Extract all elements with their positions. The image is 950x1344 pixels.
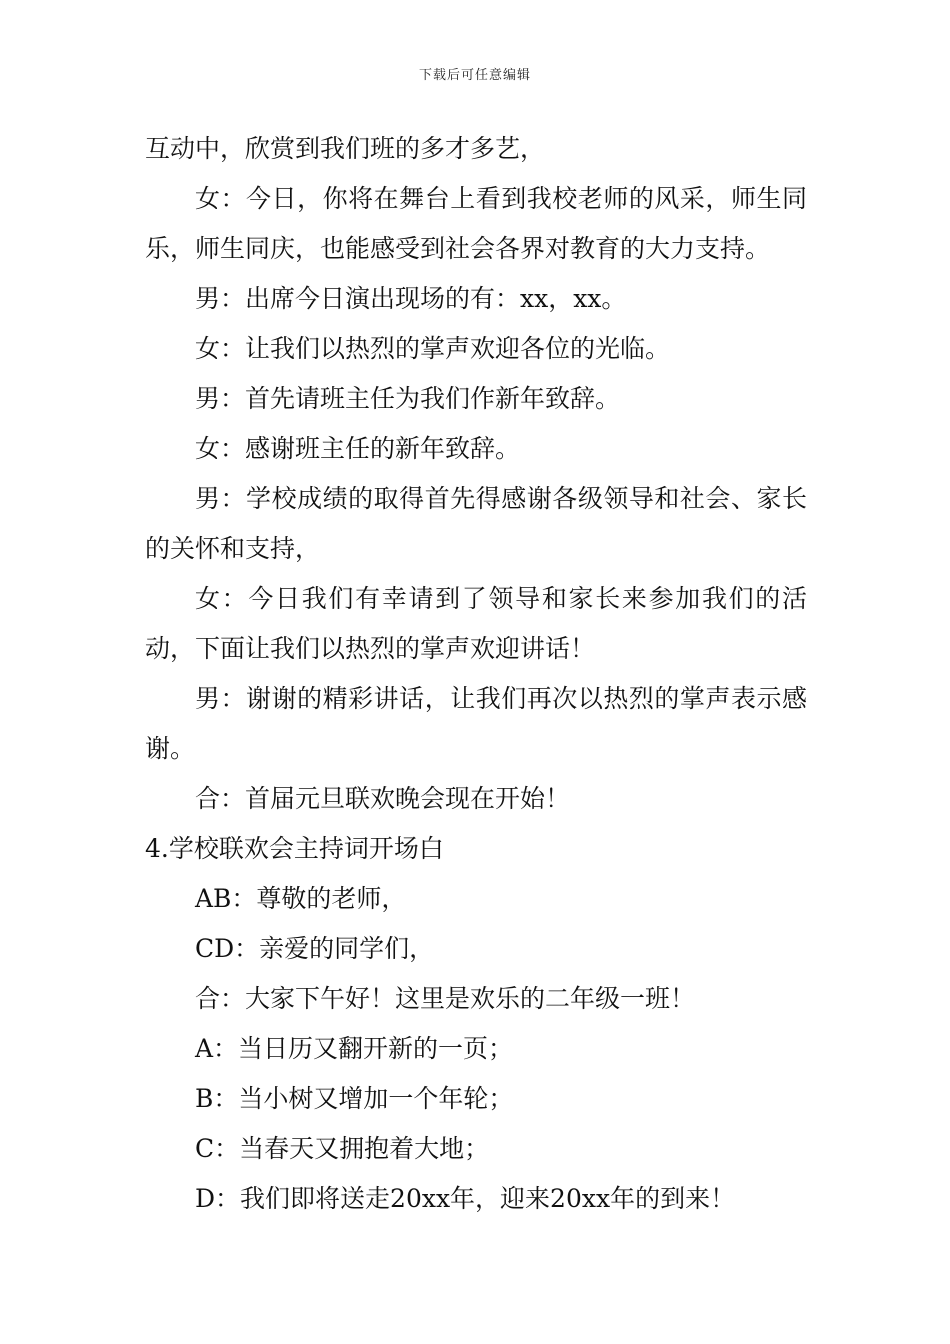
paragraph: 女：让我们以热烈的掌声欢迎各位的光临。 [195,334,671,363]
paragraph: 男：谢谢的精彩讲话，让我们再次以热烈的掌声表示感谢。 [145,684,807,763]
paragraph: AB：尊敬的老师， [195,884,407,913]
paragraph: CD：亲爱的同学们， [195,934,435,963]
paragraph: 男：学校成绩的取得首先得感谢各级领导和社会、家长的关怀和支持， [145,484,807,563]
section-heading: 4.学校联欢会主持词开场白 [145,834,444,863]
document-body [145,124,807,1224]
paragraph: B：当小树又增加一个年轮； [195,1084,514,1113]
paragraph: D：我们即将送走20xx年，迎来20xx年的到来！ [195,1184,736,1213]
paragraph: 合：首届元旦联欢晚会现在开始！ [195,784,571,813]
paragraph: C：当春天又拥抱着大地； [195,1134,490,1163]
page-header: 下载后可任意编辑 [418,68,531,83]
paragraph: 男：首先请班主任为我们作新年致辞。 [195,384,621,413]
paragraph: 女：今日我们有幸请到了领导和家长来参加我们的活动，下面让我们以热烈的掌声欢迎讲话！ [145,584,807,663]
paragraph: 男：出席今日演出现场的有：xx，xx。 [195,284,627,313]
paragraph: 女：今日，你将在舞台上看到我校老师的风采，师生同乐，师生同庆，也能感受到社会各界对教育的大力支持。 [145,184,807,263]
paragraph: 女：感谢班主任的新年致辞。 [195,434,521,463]
paragraph: A：当日历又翻开新的一页； [195,1034,514,1063]
paragraph: 合：大家下午好！这里是欢乐的二年级一班！ [195,984,696,1013]
paragraph: 互动中，欣赏到我们班的多才多艺， [145,134,546,163]
